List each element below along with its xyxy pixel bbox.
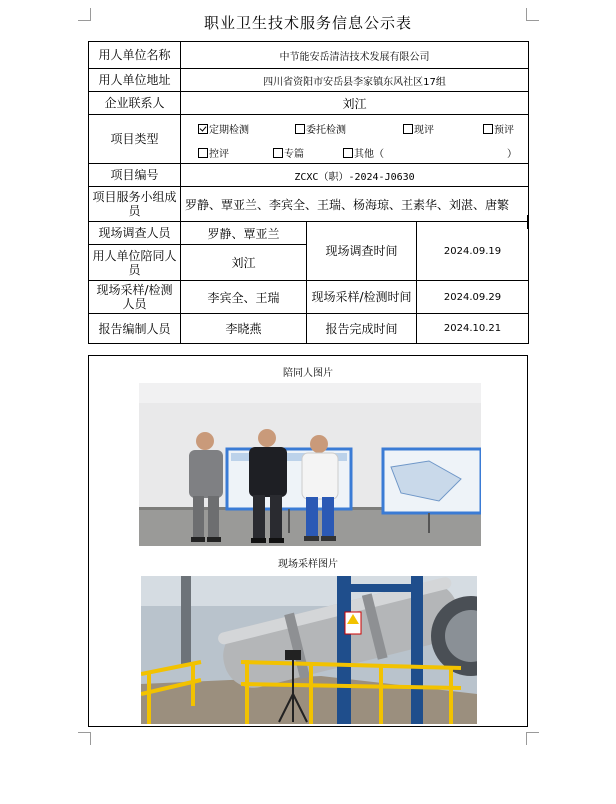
label-survey-staff: 现场调查人员 [89,222,181,245]
value-employer-address: 四川省资阳市安岳县李家镇东风社区17组 [181,69,529,92]
row-team [89,187,529,222]
value-report-time: 2024.10.21 [417,314,529,344]
label-survey-time: 现场调查时间 [307,222,417,281]
label-contact: 企业联系人 [89,92,181,115]
option-periodic-test[interactable]: 定期检测 [198,121,249,136]
option-other[interactable]: 其他（ [343,145,384,160]
row-report [89,314,529,344]
option-pre-evaluation[interactable]: 预评 [483,121,514,136]
checkbox-icon[interactable] [198,148,208,158]
document-title: 职业卫生技术服务信息公示表 [203,14,412,32]
sampling-photo [141,576,477,724]
crop-mark-bottom-right [526,732,539,745]
checkbox-checked-icon[interactable] [198,124,208,134]
label-employer-address: 用人单位地址 [89,69,181,92]
value-survey-time: 2024.09.19 [417,222,529,281]
sampling-photo-image [141,576,477,724]
project-type-options [181,115,529,164]
option-commissioned-test[interactable]: 委托检测 [295,121,346,136]
sampling-photo-caption: 现场采样图片 [278,559,338,570]
label-sampling-time: 现场采样/检测时间 [307,281,417,314]
value-sampling-staff: 李宾全、王瑞 [181,281,307,314]
escort-photo-caption: 陪同人图片 [283,368,333,379]
label-report-time: 报告完成时间 [307,314,417,344]
checkbox-icon[interactable] [343,148,353,158]
value-survey-staff: 罗静、覃亚兰 [181,222,307,245]
label-team: 项目服务小组成员 [89,187,181,222]
option-status-evaluation[interactable]: 现评 [403,121,434,136]
escort-photo-image [139,383,481,546]
option-other-close: ） [507,149,517,160]
row-sampling [89,281,529,314]
row-employer-name [89,42,529,69]
option-control-evaluation[interactable]: 控评 [198,145,229,160]
value-contact: 刘江 [181,92,529,115]
row-contact [89,92,529,115]
row-project-no [89,164,529,187]
crop-mark-bottom-left [78,732,91,745]
info-table [88,41,529,344]
label-report-staff: 报告编制人员 [89,314,181,344]
table-edge-mark [527,215,529,229]
checkbox-icon[interactable] [403,124,413,134]
escort-photo [139,383,481,546]
value-team: 罗静、覃亚兰、李宾全、王瑞、杨海琼、王素华、刘湛、唐繁 [181,187,529,222]
checkbox-icon[interactable] [483,124,493,134]
value-sampling-time: 2024.09.29 [417,281,529,314]
value-project-no: ZCXC（职）-2024-J0630 [181,164,529,187]
row-employer-address [89,69,529,92]
checkbox-icon[interactable] [295,124,305,134]
photo-section [88,355,528,727]
label-escort: 用人单位陪同人员 [89,245,181,281]
checkbox-icon[interactable] [273,148,283,158]
value-escort: 刘江 [181,245,307,281]
value-report-staff: 李晓燕 [181,314,307,344]
label-project-type: 项目类型 [89,115,181,164]
label-project-no: 项目编号 [89,164,181,187]
row-project-type [89,115,529,164]
value-employer-name: 中节能安岳清洁技术发展有限公司 [181,42,529,69]
option-special-chapter[interactable]: 专篇 [273,145,304,160]
label-employer-name: 用人单位名称 [89,42,181,69]
label-sampling-staff: 现场采样/检测人员 [89,281,181,314]
row-survey-staff [89,222,529,245]
